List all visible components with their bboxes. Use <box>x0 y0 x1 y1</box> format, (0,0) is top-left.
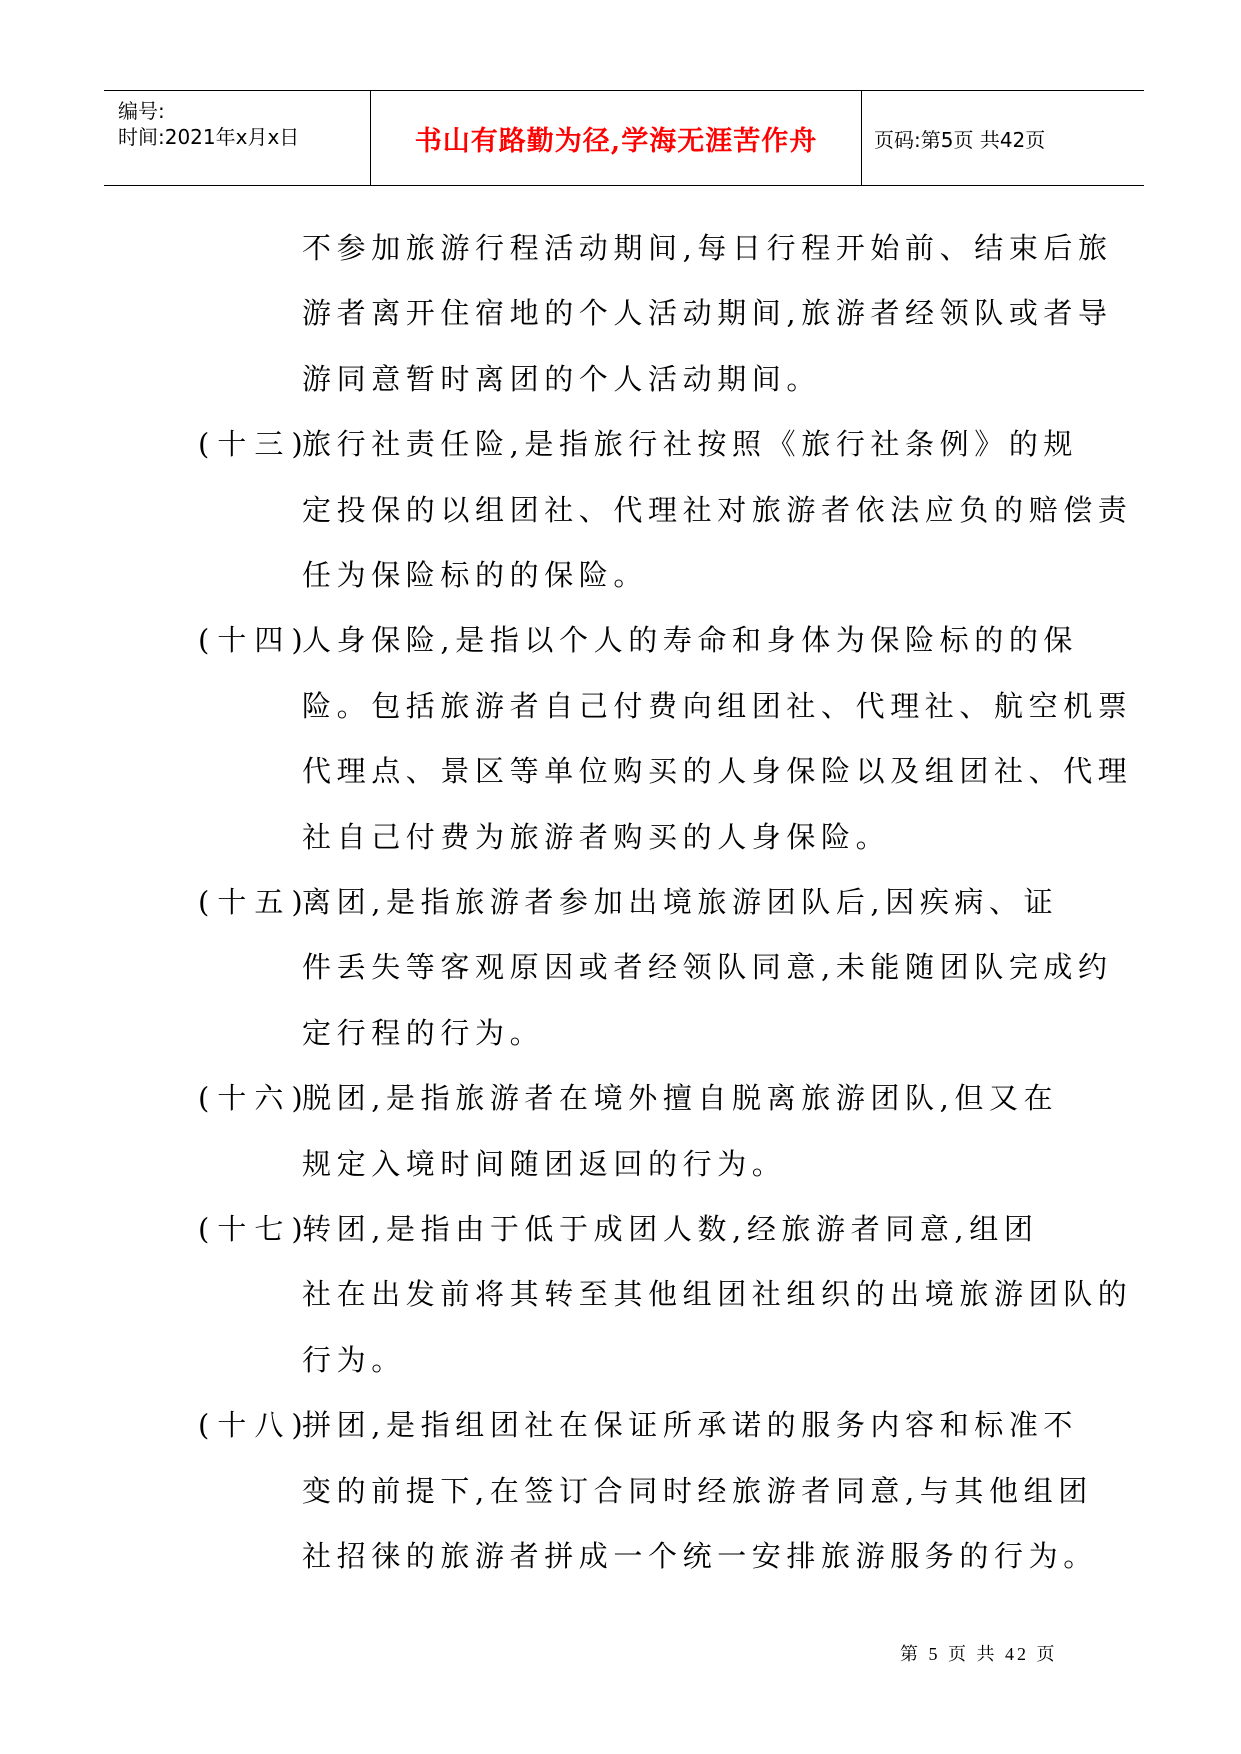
paragraph-line: 脱团,是指旅游者在境外擅自脱离旅游团队,但又在 <box>302 1081 1059 1116</box>
time-label: 时间:2021年x月x日 <box>118 125 300 149</box>
paragraph-line: 代理点、景区等单位购买的人身保险以及组团社、代理 <box>302 754 1133 789</box>
paragraph-line: 转团,是指由于低于成团人数,经旅游者同意,组团 <box>302 1212 1039 1246</box>
paragraph-line: 游者离开住宿地的个人活动期间,旅游者经领队或者导 <box>302 296 1113 331</box>
item-label: (十四) <box>198 623 311 658</box>
paragraph-line: 任为保险标的的保险。 <box>302 558 649 592</box>
paragraph-line: 件丢失等客观原因或者经领队同意,未能随团队完成约 <box>302 950 1113 985</box>
paragraph-line: 险。包括旅游者自己付费向组团社、代理社、航空机票 <box>302 688 1133 723</box>
paragraph-line: 社招徕的旅游者拼成一个统一安排旅游服务的行为。 <box>302 1539 1098 1573</box>
document-header <box>104 90 1144 186</box>
paragraph-line: 变的前提下,在签订合同时经旅游者同意,与其他组团 <box>302 1473 1093 1508</box>
paragraph-line: 拼团,是指组团社在保证所承诺的服务内容和标准不 <box>302 1408 1079 1443</box>
item-label: (十三) <box>198 427 311 462</box>
paragraph-line: 行为。 <box>302 1342 406 1377</box>
item-label: (十六) <box>198 1081 311 1116</box>
motto: 书山有路勤为径,学海无涯苦作舟 <box>414 125 818 157</box>
header-motto-cell <box>370 91 862 185</box>
paragraph-line: 定行程的行为。 <box>302 1015 545 1050</box>
page-footer: 第 5 页 共 42 页 <box>900 1644 1058 1664</box>
item-label: (十五) <box>198 885 311 919</box>
paragraph-line: 规定入境时间随团返回的行为。 <box>302 1146 787 1181</box>
item-label: (十八) <box>198 1408 311 1443</box>
paragraph-line: 不参加旅游行程活动期间,每日行程开始前、结束后旅 <box>302 231 1113 265</box>
paragraph-line: 游同意暂时离团的个人活动期间。 <box>302 361 822 396</box>
paragraph-line: 社在出发前将其转至其他组团社组织的出境旅游团队的 <box>302 1277 1133 1312</box>
paragraph-line: 离团,是指旅游者参加出境旅游团队后,因疾病、证 <box>302 885 1059 919</box>
paragraph-line: 旅行社责任险,是指旅行社按照《旅行社条例》的规 <box>302 427 1079 462</box>
item-label: (十七) <box>198 1212 311 1246</box>
paragraph-line: 定投保的以组团社、代理社对旅游者依法应负的赔偿责 <box>302 492 1133 527</box>
paragraph-line: 人身保险,是指以个人的寿命和身体为保险标的的保 <box>302 623 1079 658</box>
paragraph-line: 社自己付费为旅游者购买的人身保险。 <box>302 819 891 854</box>
header-page-cell <box>862 91 1144 185</box>
page-info: 页码:第5页 共42页 <box>874 127 1046 152</box>
header-meta <box>104 91 370 185</box>
number-label: 编号: <box>118 99 165 123</box>
